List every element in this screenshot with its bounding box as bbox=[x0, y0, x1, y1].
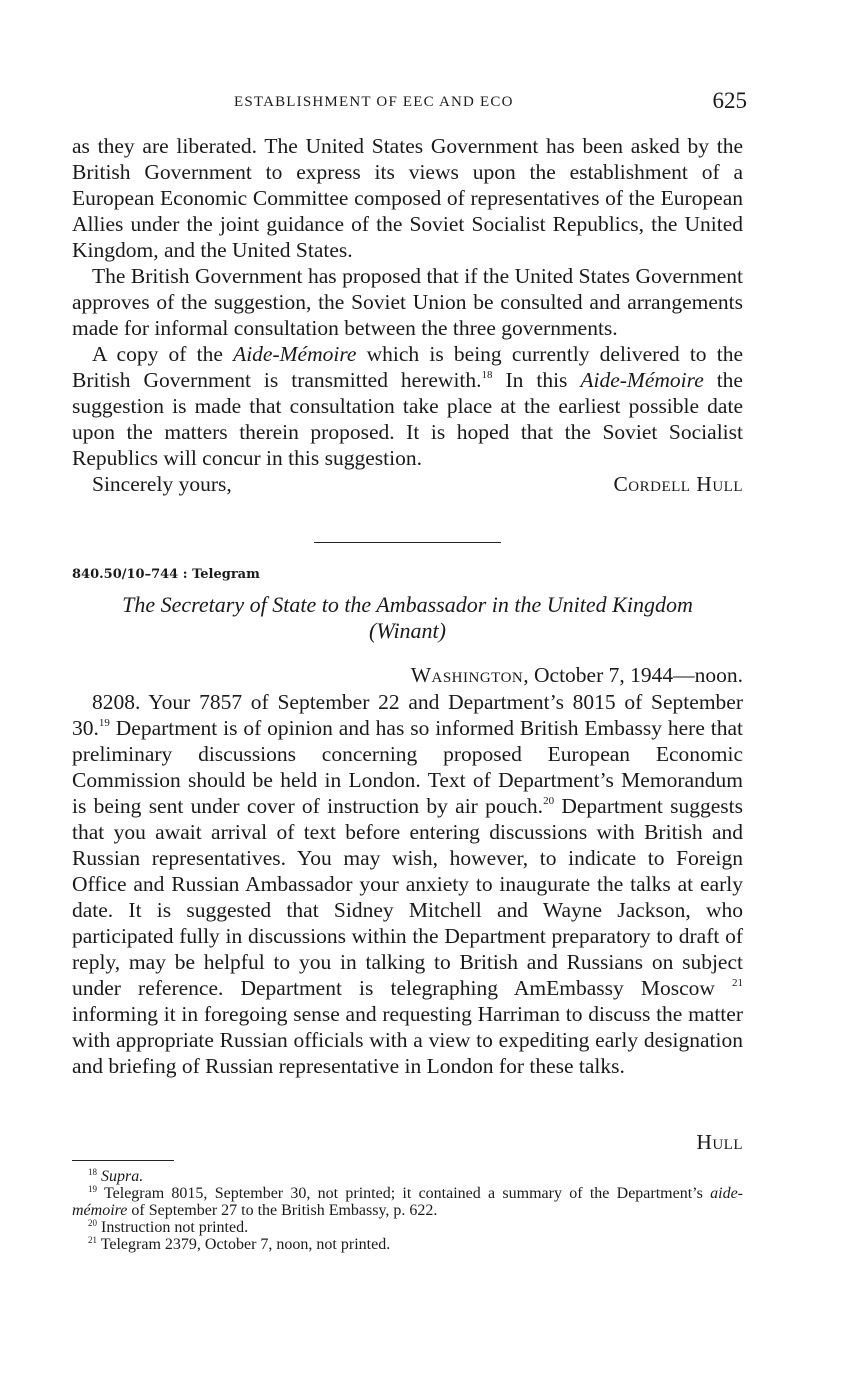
footnote-ref-19: 19 bbox=[98, 717, 110, 729]
aide-memoire-title: Aide-Mémoire bbox=[580, 368, 704, 392]
section-divider bbox=[314, 542, 501, 543]
telegram-paragraph bbox=[72, 689, 743, 1079]
running-header bbox=[72, 88, 747, 118]
footnote-divider bbox=[72, 1160, 174, 1161]
telegram-signature: Hull bbox=[696, 1130, 743, 1154]
footnote-text: Telegram 2379, October 7, noon, not printed. bbox=[100, 1236, 391, 1253]
footnote-20 bbox=[72, 1219, 743, 1236]
heading-line-2: (Winant) bbox=[369, 618, 446, 643]
dateline-city: Washington bbox=[410, 663, 524, 687]
telegram-body bbox=[72, 689, 743, 1079]
closing: Sincerely yours, bbox=[92, 472, 232, 496]
dateline-date: , October 7, 1944—noon. bbox=[523, 663, 743, 687]
footnote-ref-20: 20 bbox=[543, 795, 555, 807]
signature: Cordell Hull bbox=[613, 472, 743, 496]
letter-paragraph-1: as they are liberated. The United States Government has been asked by the British Government to express its views upon the establishment of a European Economic Committee composed of representatives of the European Allies under the joint guidance of the Soviet Socialist Republics, the United Kingdom, and the United States. bbox=[72, 134, 743, 262]
footnote-text: Instruction not printed. bbox=[101, 1219, 249, 1236]
file-reference: 840.50/10–744 : Telegram bbox=[72, 567, 260, 582]
page-number: 625 bbox=[712, 88, 747, 113]
footnote-21 bbox=[72, 1236, 743, 1253]
footnote-number: 21 bbox=[88, 1235, 97, 1245]
footnote-number: 20 bbox=[88, 1218, 97, 1228]
text-run: Department suggests that you await arrival of text before entering discussions with British and Russian representatives. You may wish, however, to indicate to Foreign Office and Russian Ambassador your anxiety to inaugurate the talks at early date. It is suggested that Sidney Mitchell and Wayne Jackson, who participated fully in discussions within the Department preparatory to draft of reply, may be helpful to you in talking to British and Russians on subject under reference. Department is telegraphing AmEmbassy Moscow bbox=[72, 794, 744, 1000]
footnote-ref-21: 21 bbox=[732, 977, 744, 989]
footnote-text: Telegram 8015, September 30, not printed; it contained a summary of the Department’s bbox=[103, 1185, 711, 1202]
letter-paragraph-3 bbox=[72, 341, 743, 471]
letter-paragraph-2: The British Government has proposed that if the United States Government approves of the suggestion, the Soviet Union be consulted and arrangements made for informal consultation between the three governments. bbox=[72, 264, 743, 340]
text-run: informing it in foregoing sense and requesting Harriman to discuss the matter with appropriate Russian officials with a view to expediting early designation and briefing of Russian representative in London for these talks. bbox=[72, 1002, 743, 1078]
text-run: the suggestion is made that consultation take place at the earliest possible date upon the matters therein proposed. It is hoped that the Soviet Socialist Republics will concur in this suggestion. bbox=[72, 368, 743, 470]
footnote-18 bbox=[72, 1168, 743, 1185]
footnote-number: 19 bbox=[88, 1184, 97, 1194]
text-run: In this bbox=[492, 368, 581, 392]
footnotes bbox=[72, 1168, 743, 1253]
text-run: A copy of the bbox=[92, 342, 234, 366]
text-run: Department is of opinion and has so informed British Embassy here that preliminary discussions concerning proposed European Economic Commission should be held in London. Text of Department’s Memorandum is being sent under cover of instruction by air pouch. bbox=[72, 716, 743, 818]
running-title: ESTABLISHMENT OF EEC AND ECO bbox=[234, 94, 514, 110]
letter-closing-row bbox=[72, 471, 743, 497]
footnote-ref-18: 18 bbox=[481, 369, 493, 381]
footnote-number: 18 bbox=[88, 1167, 97, 1177]
footnote-text: Supra. bbox=[101, 1168, 144, 1185]
text-run: 8208. Your 7857 of September 22 and Department’s 8015 of September 30. bbox=[72, 690, 743, 740]
document-heading bbox=[72, 592, 743, 644]
text-run: which is being currently delivered to the British Government is transmitted herewith. bbox=[72, 342, 744, 392]
footnote-italic-term: aide-mémoire bbox=[72, 1185, 743, 1219]
aide-memoire-title: Aide-Mémoire bbox=[233, 342, 357, 366]
footnote-19 bbox=[72, 1185, 743, 1219]
letter-body bbox=[72, 133, 743, 497]
footnote-text: of September 27 to the British Embassy, p. 622. bbox=[127, 1202, 438, 1219]
heading-line-1: The Secretary of State to the Ambassador in the United Kingdom bbox=[122, 592, 693, 617]
dateline bbox=[411, 663, 743, 688]
